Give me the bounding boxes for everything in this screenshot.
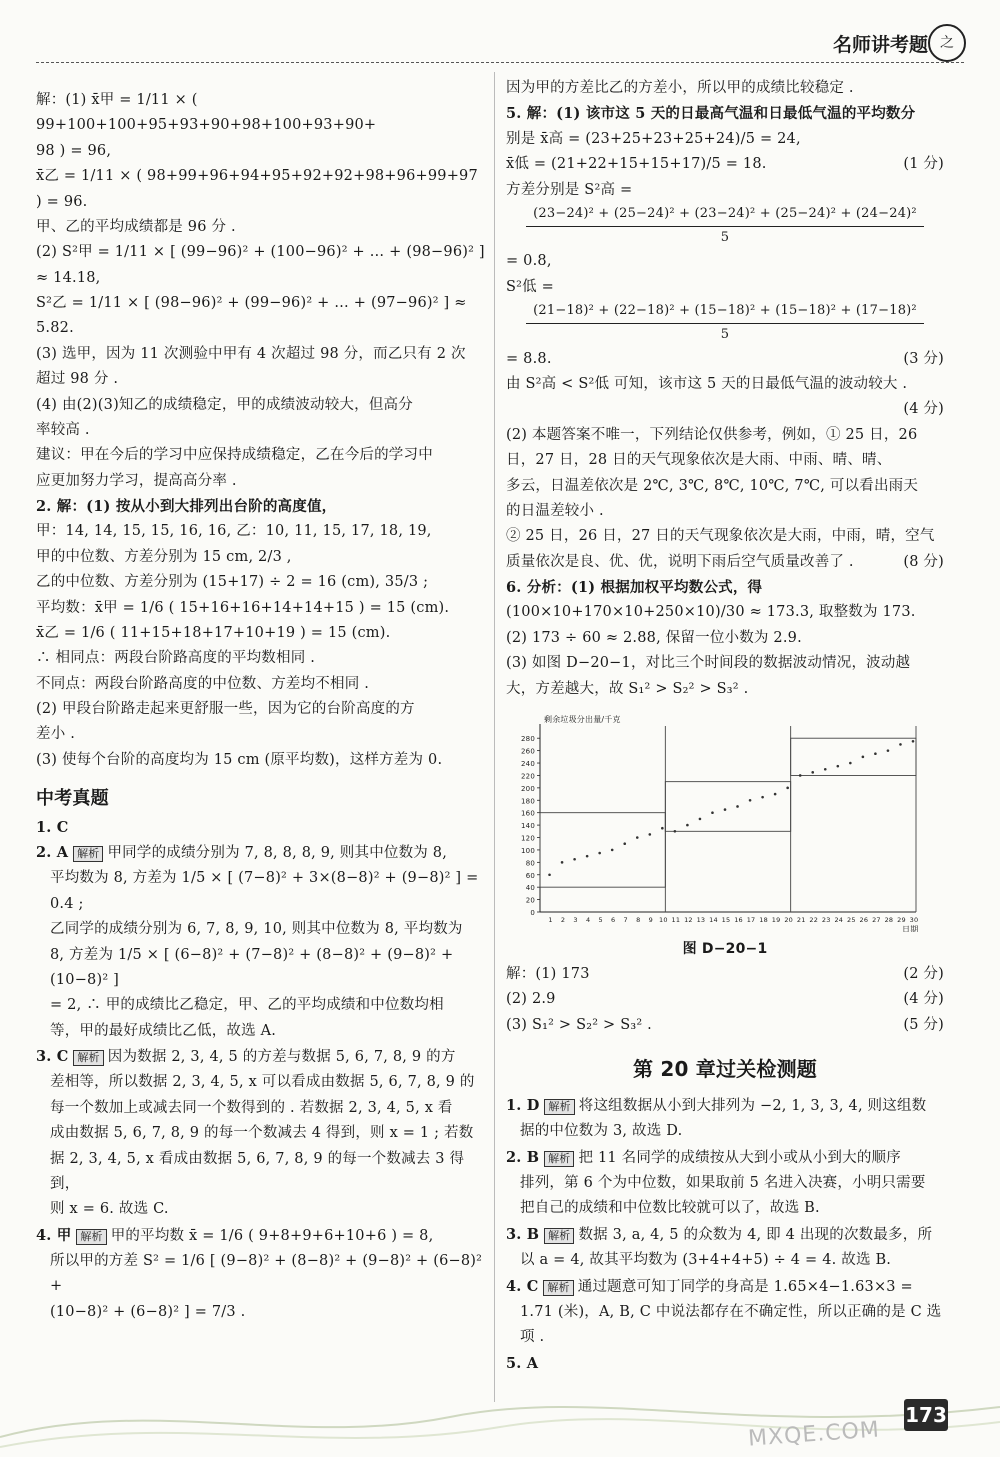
- scatter-chart: [506, 712, 926, 932]
- text-line: 2. 解：(1) 按从小到大排列出台阶的高度值，: [36, 498, 337, 515]
- data-point: [837, 765, 840, 768]
- answer-label: 3. C: [36, 1048, 69, 1065]
- x-tick-label: 23: [821, 915, 831, 924]
- points-label: (3 分): [903, 350, 944, 367]
- x-tick-label: 5: [598, 915, 603, 924]
- data-point: [686, 824, 689, 827]
- data-point: [786, 786, 789, 789]
- x-tick-label: 14: [709, 915, 718, 924]
- data-point: [811, 771, 814, 774]
- x-tick-label: 26: [859, 915, 869, 924]
- x-tick-label: 18: [759, 915, 768, 924]
- left-column: [36, 88, 486, 1325]
- text-line: 乙的中位数、方差分别为 (15+17) ÷ 2 = 16 (cm), 35/3 ;: [36, 574, 429, 591]
- text-line: 成由数据 5, 6, 7, 8, 9 的每一个数减去 4 得到，则 x = 1 ; 若数: [50, 1125, 474, 1142]
- points-label: (5 分): [903, 1016, 944, 1033]
- text-line: (2) 甲段台阶路走起来更舒服一些，因为它的台阶高度的方: [36, 701, 415, 717]
- text-line: 98 ) = 96,: [36, 142, 112, 159]
- text-span: 甲的平均数 x̄ = 1/6 ( 9+8+9+6+10+6 ) = 8,: [110, 1227, 434, 1244]
- y-tick-label: 20: [525, 896, 535, 905]
- data-point: [824, 768, 827, 771]
- text-line: 平均数：x̄甲 = 1/6 ( 15+16+16+14+14+15 ) = 15 (cm).: [36, 599, 450, 616]
- text-line: [506, 550, 944, 575]
- x-tick-label: 28: [884, 915, 894, 924]
- text-line: 甲：14, 14, 15, 15, 16, 16, 乙：10, 11, 15, 17, 18, 19,: [36, 523, 432, 540]
- data-point: [862, 755, 865, 758]
- band-rect-1: [540, 813, 665, 887]
- x-tick-label: 29: [897, 915, 906, 924]
- data-point: [586, 855, 589, 858]
- header-brand: 名师讲考题: [832, 34, 928, 56]
- chapter-title: 第 20 章过关检测题: [633, 1056, 817, 1081]
- x-tick-label: 11: [671, 915, 681, 924]
- chapter-answer-2: [506, 1145, 944, 1222]
- data-point: [799, 774, 802, 777]
- text-line: 等，甲的最好成绩比乙低，故选 A.: [50, 1022, 277, 1039]
- x-tick-label: 19: [771, 915, 781, 924]
- x-tick-label: 10: [658, 915, 668, 924]
- text-span: 因为数据 2, 3, 4, 5 的方差与数据 5, 6, 7, 8, 9 的方: [107, 1049, 456, 1065]
- data-point: [711, 811, 714, 814]
- y-tick-label: 120: [521, 834, 535, 843]
- text-line: = 0.8,: [506, 253, 552, 270]
- y-tick-label: 240: [521, 759, 535, 768]
- fraction-numerator: (23−24)² + (25−24)² + (23−24)² + (25−24)² + (24−24)²: [526, 203, 924, 227]
- data-point: [724, 808, 727, 811]
- x-tick-label: 4: [585, 915, 591, 924]
- text-span: (3) S₁² > S₂² > S₃² .: [506, 1016, 652, 1033]
- data-point: [611, 849, 614, 852]
- data-point: [674, 830, 677, 833]
- answer-label: 4. C: [506, 1277, 539, 1295]
- answer-6: [506, 575, 944, 702]
- footer-wave-decoration: [0, 1377, 1000, 1457]
- x-tick-label: 17: [746, 915, 756, 924]
- text-span: (2) 2.9: [506, 991, 556, 1008]
- x-tick-label: 7: [623, 915, 628, 924]
- answer-4: [36, 1223, 486, 1326]
- text-line: 乙同学的成绩分别为 6, 7, 8, 9, 10, 则其中位数为 8, 平均数为: [50, 921, 463, 938]
- header-rule: [36, 62, 964, 63]
- answer-label: 3. B: [506, 1225, 540, 1243]
- text-span: = 8.8.: [506, 350, 552, 367]
- data-point: [849, 762, 852, 765]
- watermark: MXQE.COM: [747, 1417, 881, 1452]
- text-line: 排列，第 6 个为中位数，如果取前 5 名进入决赛，小明只需要: [520, 1175, 926, 1191]
- text-line: (4) 由(2)(3)知乙的成绩稳定，甲的成绩波动较大，但高分: [36, 396, 413, 413]
- answer-block-1: [36, 88, 486, 494]
- fraction-numerator: (21−18)² + (22−18)² + (15−18)² + (15−18)² + (17−18)²: [526, 300, 924, 324]
- text-span: 数据 3, a, 4, 5 的众数为 4, 即 4 出现的次数最多，所: [578, 1226, 933, 1243]
- data-point: [598, 852, 601, 855]
- text-line: (3) 如图 D−20−1，对比三个时间段的数据波动情况，波动越: [506, 655, 911, 672]
- page-number: 173: [904, 1399, 948, 1431]
- analysis-tag: 解析: [544, 1099, 574, 1115]
- data-point: [887, 749, 890, 752]
- text-line: 由 S²高 < S²低 可知，该市这 5 天的日最低气温的波动较大 .: [506, 376, 908, 392]
- answer-line: [506, 1013, 944, 1038]
- analysis-tag: 解析: [544, 1228, 574, 1244]
- data-point: [573, 858, 576, 861]
- data-point: [899, 743, 902, 746]
- data-point: [636, 836, 639, 839]
- answer-line: [506, 962, 944, 987]
- x-tick-label: 2: [560, 915, 566, 924]
- data-point: [874, 752, 877, 755]
- y-tick-label: 160: [521, 809, 535, 818]
- figure-caption: 图 D−20−1: [682, 941, 768, 958]
- text-line: 6. 分析：(1) 根据加权平均数公式，得: [506, 579, 763, 596]
- x-tick-label: 21: [796, 915, 806, 924]
- section-title: 中考真题: [36, 788, 109, 810]
- x-tick-label: 9: [648, 915, 653, 924]
- x-axis-label: 日期: [902, 924, 919, 932]
- text-line: 率较高 .: [36, 421, 90, 438]
- text-line: 据的中位数为 3, 故选 D.: [520, 1123, 683, 1140]
- text-line: 差小 .: [36, 726, 76, 743]
- text-line: ≈ 14.18,: [36, 269, 101, 286]
- text-line: 因为甲的方差比乙的方差小，所以甲的成绩比较稳定 .: [506, 80, 854, 96]
- analysis-tag: 解析: [543, 1280, 573, 1296]
- x-tick-label: 30: [909, 915, 919, 924]
- answer-line: [506, 987, 944, 1012]
- x-tick-label: 1: [548, 915, 553, 924]
- answer-label: 2. B: [506, 1148, 540, 1166]
- text-line: (3) 使每个台阶的高度均为 15 cm (原平均数)，这样方差为 0.: [36, 751, 443, 768]
- answer-label: 4. 甲: [36, 1226, 72, 1244]
- right-column: [506, 76, 944, 1376]
- text-line: 方差分别是 S²高 =: [506, 181, 633, 198]
- data-point: [912, 740, 915, 743]
- header-logo-icon: 之: [928, 24, 966, 62]
- text-line: (2) 173 ÷ 60 ≈ 2.88, 保留一位小数为 2.9.: [506, 629, 802, 646]
- text-line: (2) 本题答案不唯一，下列结论仅供参考，例如，① 25 日，26: [506, 426, 918, 443]
- text-line: 甲的中位数、方差分别为 15 cm, 2/3 ,: [36, 548, 292, 565]
- data-point: [661, 827, 664, 830]
- fraction: [506, 300, 944, 347]
- y-tick-label: 100: [521, 846, 535, 855]
- x-tick-label: 6: [611, 915, 616, 924]
- y-axis-label: 剩余垃圾分出量/千克: [544, 714, 621, 724]
- answer-label: 2. A: [36, 844, 69, 861]
- text-line: 平均数为 8, 方差为 1/5 × [ (7−8)² + 3×(8−8)² + (9−8)² ] = 0.4 ;: [50, 870, 479, 912]
- text-line: ∴ 相同点：两段台阶路高度的平均数相同 .: [36, 650, 316, 667]
- text-line: 应更加努力学习，提高高分率 .: [36, 472, 237, 489]
- text-line: (4 分): [903, 401, 944, 418]
- y-tick-label: 180: [521, 797, 535, 806]
- text-line: (100×10+170×10+250×10)/30 ≈ 173.3, 取整数为 173.: [506, 604, 916, 621]
- x-tick-label: 22: [809, 915, 819, 924]
- y-tick-label: 220: [521, 772, 535, 781]
- figure-d-20-1: [506, 712, 944, 941]
- text-line: 8, 方差为 1/5 × [ (6−8)² + (7−8)² + (8−8)² + (9−8)² + (10−8)² ]: [50, 946, 454, 988]
- data-point: [761, 796, 764, 799]
- data-point: [561, 861, 564, 864]
- text-line: [36, 1223, 486, 1249]
- text-line: 则 x = 6. 故选 C.: [50, 1201, 169, 1218]
- points-label: (4 分): [903, 991, 944, 1008]
- text-span: 甲同学的成绩分别为 7, 8, 8, 8, 9, 则其中位数为 8,: [107, 845, 448, 861]
- text-line: x̄乙 = 1/11 × ( 98+99+96+94+95+92+92+98+96+99+97 ) = 96.: [36, 168, 478, 210]
- text-span: 解：(1) 173: [506, 965, 590, 982]
- x-tick-label: 12: [684, 915, 693, 924]
- text-line: [506, 1093, 944, 1119]
- x-tick-label: 15: [721, 915, 731, 924]
- text-span: 通过题意可知丁同学的身高是 1.65×4−1.63×3 =: [577, 1278, 913, 1295]
- data-point: [699, 817, 702, 820]
- text-line: S²低 =: [506, 278, 555, 295]
- y-tick-label: 200: [521, 784, 535, 793]
- y-tick-label: 280: [521, 735, 535, 744]
- answer-5: [506, 101, 944, 575]
- points-label: (8 分): [903, 553, 944, 570]
- band-rect-3: [791, 738, 916, 775]
- text-line: [36, 1044, 486, 1070]
- text-line: 解：(1) x̄甲 = 1/11 × ( 99+100+100+95+93+90+98+100+93+90+: [36, 92, 377, 134]
- text-line: [506, 347, 944, 372]
- text-line: 所以甲的方差 S² = 1/6 [ (9−8)² + (8−8)² + (9−8)² + (6−8)² +: [50, 1253, 483, 1295]
- text-line: 差相等，所以数据 2, 3, 4, 5, x 可以看成由数据 5, 6, 7, 8, 9 的: [50, 1074, 475, 1091]
- text-line: 每一个数加上或减去同一个数得到的 . 若数据 2, 3, 4, 5, x 看: [50, 1099, 453, 1116]
- text-line: 1.71 (米)，A, B, C 中说法都存在不确定性，所以正确的是 C 选项 .: [520, 1303, 942, 1346]
- fraction: [506, 203, 944, 250]
- answer-list: [506, 962, 944, 1038]
- text-span: 把 11 名同学的成绩按从大到小或从小到大的顺序: [578, 1149, 901, 1166]
- text-line: 甲、乙的平均成绩都是 96 分 .: [36, 218, 236, 235]
- x-tick-label: 13: [696, 915, 706, 924]
- x-tick-label: 27: [872, 915, 881, 924]
- text-line: 超过 98 分 .: [36, 371, 119, 388]
- text-line: (3) 选甲，因为 11 次测验中甲有 4 次超过 98 分，而乙只有 2 次: [36, 345, 466, 362]
- y-tick-label: 0: [530, 908, 535, 917]
- x-tick-label: 24: [834, 915, 844, 924]
- chapter-answer-3: [506, 1222, 944, 1274]
- y-tick-label: 60: [525, 871, 535, 880]
- analysis-tag: 解析: [544, 1151, 574, 1167]
- text-line: 别是 x̄高 = (23+25+23+25+24)/5 = 24,: [506, 130, 801, 147]
- answer-2: [36, 840, 486, 1044]
- text-line: [506, 152, 944, 177]
- y-tick-label: 80: [525, 859, 535, 868]
- data-point: [548, 873, 551, 876]
- y-tick-label: 40: [525, 884, 535, 893]
- text-line: = 2, ∴ 甲的成绩比乙稳定，甲、乙的平均成绩和中位数均相: [50, 997, 444, 1014]
- data-point: [649, 833, 652, 836]
- text-line: 5. 解：(1) 该市这 5 天的日最高气温和日最低气温的平均数分: [506, 105, 916, 123]
- answer-label: 1. D: [506, 1096, 540, 1114]
- text-line: 把自己的成绩和中位数比较就可以了，故选 B.: [520, 1200, 820, 1217]
- text-line: [506, 1145, 944, 1171]
- answer-block-2: [36, 494, 486, 773]
- fraction-denominator: 5: [720, 326, 730, 342]
- text-line: x̄乙 = 1/6 ( 11+15+18+17+10+19 ) = 15 (cm).: [36, 624, 391, 641]
- text-line: 以 a = 4, 故其平均数为 (3+4+4+5) ÷ 4 = 4. 故选 B.: [520, 1252, 892, 1269]
- points-label: (1 分): [903, 156, 944, 173]
- data-point: [774, 793, 777, 796]
- y-tick-label: 140: [521, 821, 535, 830]
- answer-1: 1. C: [36, 818, 69, 836]
- text-span: 质量依次是良、优、优，说明下雨后空气质量改善了 .: [506, 553, 854, 570]
- band-rect-2: [665, 782, 790, 832]
- text-span: 将这组数据从小到大排列为 −2, 1, 3, 3, 4, 则这组数: [578, 1097, 927, 1114]
- text-line: 不同点：两段台阶路高度的中位数、方差均不相同 .: [36, 675, 370, 692]
- text-line: 多云，日温差依次是 2℃, 3℃, 8℃, 10℃, 7℃, 可以看出雨天: [506, 477, 919, 494]
- x-tick-label: 3: [573, 915, 578, 924]
- answer-3: [36, 1044, 486, 1223]
- text-line: 大，方差越大，故 S₁² > S₂² > S₃² .: [506, 680, 749, 697]
- text-line: 日，27 日，28 日的天气现象依次是大雨、中雨、晴、晴、: [506, 452, 892, 469]
- chapter-answer-4: [506, 1274, 944, 1351]
- chapter-answer-5: 5. A: [506, 1354, 539, 1372]
- x-tick-label: 20: [784, 915, 794, 924]
- text-line: [506, 1274, 944, 1300]
- fraction-denominator: 5: [720, 229, 730, 245]
- x-tick-label: 16: [734, 915, 743, 924]
- text-line: (2) S²甲 = 1/11 × [ (99−96)² + (100−96)² + … + (98−96)² ]: [36, 244, 485, 261]
- text-line: S²乙 = 1/11 × [ (98−96)² + (99−96)² + … + (97−96)² ] ≈ 5.82.: [36, 295, 467, 337]
- text-span: x̄低 = (21+22+15+15+17)/5 = 18.: [506, 156, 767, 173]
- column-divider: [494, 72, 495, 1402]
- analysis-tag: 解析: [76, 1229, 106, 1245]
- text-line: [36, 840, 486, 866]
- text-line: 据 2, 3, 4, 5, x 看成由数据 5, 6, 7, 8, 9 的每一个数减去 3 得到，: [50, 1150, 465, 1192]
- text-line: ② 25 日，26 日，27 日的天气现象依次是大雨，中雨，晴，空气: [506, 528, 935, 545]
- points-label: (2 分): [903, 965, 944, 982]
- y-tick-label: 260: [521, 747, 535, 756]
- chapter-answer-1: [506, 1093, 944, 1145]
- text-line: 的日温差较小 .: [506, 502, 604, 519]
- analysis-tag: 解析: [73, 1050, 103, 1066]
- text-line: [506, 1222, 944, 1248]
- x-tick-label: 8: [636, 915, 641, 924]
- analysis-tag: 解析: [73, 846, 103, 862]
- text-line: 建议：甲在今后的学习中应保持成绩稳定，乙在今后的学习中: [36, 447, 433, 464]
- x-tick-label: 25: [846, 915, 856, 924]
- data-point: [736, 805, 739, 808]
- text-line: (10−8)² + (6−8)² ] = 7/3 .: [50, 1303, 246, 1320]
- data-point: [749, 799, 752, 802]
- data-point: [623, 842, 626, 845]
